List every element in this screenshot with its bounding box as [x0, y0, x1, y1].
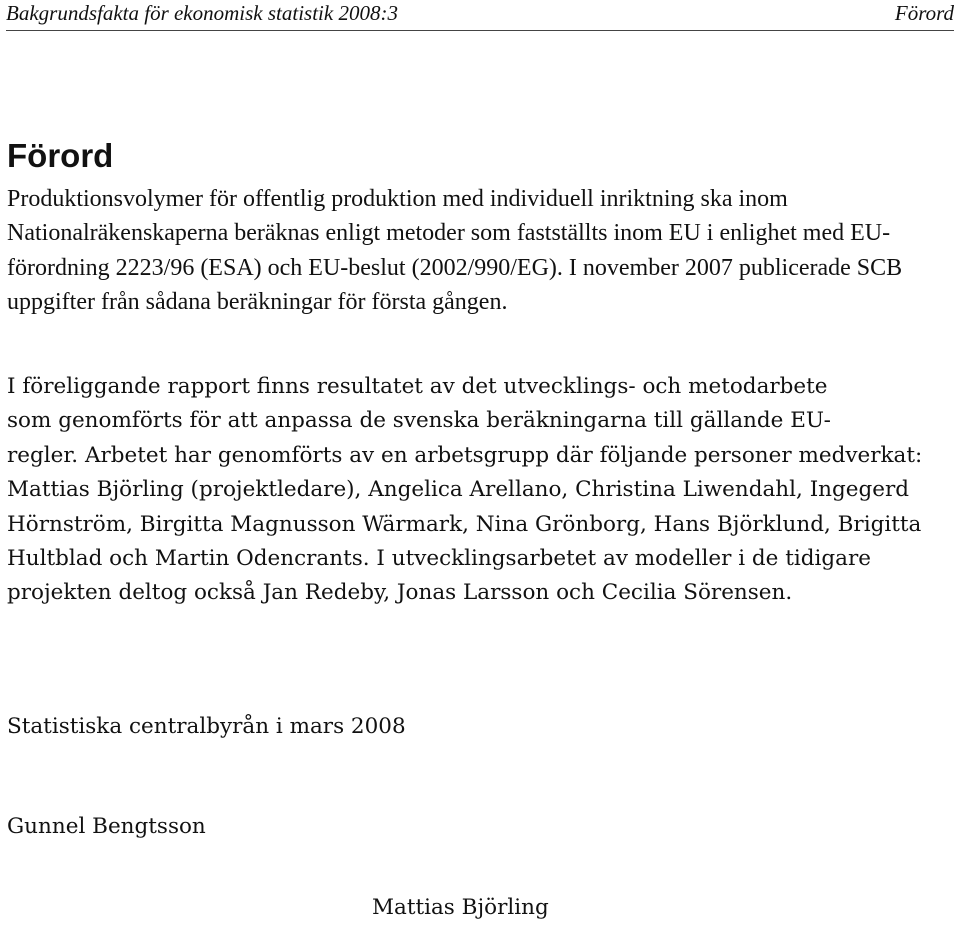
paragraph-report-rest: regler. Arbetet har genomförts av en arbetsgrupp där följande personer medverkat: Mattias Björling (projektledare), Angelica Arellano, Christina Liwendahl, Ingegerd Hörnström, Birgitta Magnusson Wärmark, Nina Grönborg, Hans Björklund, Brigitta Hultblad och Martin Odencrants. I utvecklingsarbetet av modeller i de tidigare projekten deltog också Jan Redeby, Jonas Larsson och Cecilia Sörensen. — [7, 442, 923, 606]
signoff-date: Statistiska centralbyrån i mars 2008 — [7, 714, 406, 739]
signer-name: Gunnel Bengtsson — [7, 814, 206, 839]
paragraph-report-line-1: I föreliggande rapport finns resultatet av det utvecklings- och metodarbete — [7, 374, 828, 399]
paragraph-intro: Produktionsvolymer för offentlig produktion med individuell inriktning ska inom Nationalräkenskaperna beräknas enligt metoder som fastställts inom EU i enlighet med EU-förordning 2223/96 (ESA) och EU-beslut (2002/990/EG). I november 2007 publicerade SCB uppgifter från sådana beräkningar för första gången. — [7, 186, 903, 316]
paragraph-report — [7, 370, 957, 611]
publication-title: Bakgrundsfakta för ekonomisk statistik 2008:3 — [6, 1, 398, 25]
signer-name: Mattias Björling — [372, 895, 549, 920]
page-heading: Förord — [7, 137, 114, 174]
section-title: Förord — [894, 1, 954, 25]
running-header — [6, 0, 954, 31]
paragraph-report-line-2: som genomförts för att anpassa de svenska beräkningarna till gällande EU- — [7, 408, 831, 434]
